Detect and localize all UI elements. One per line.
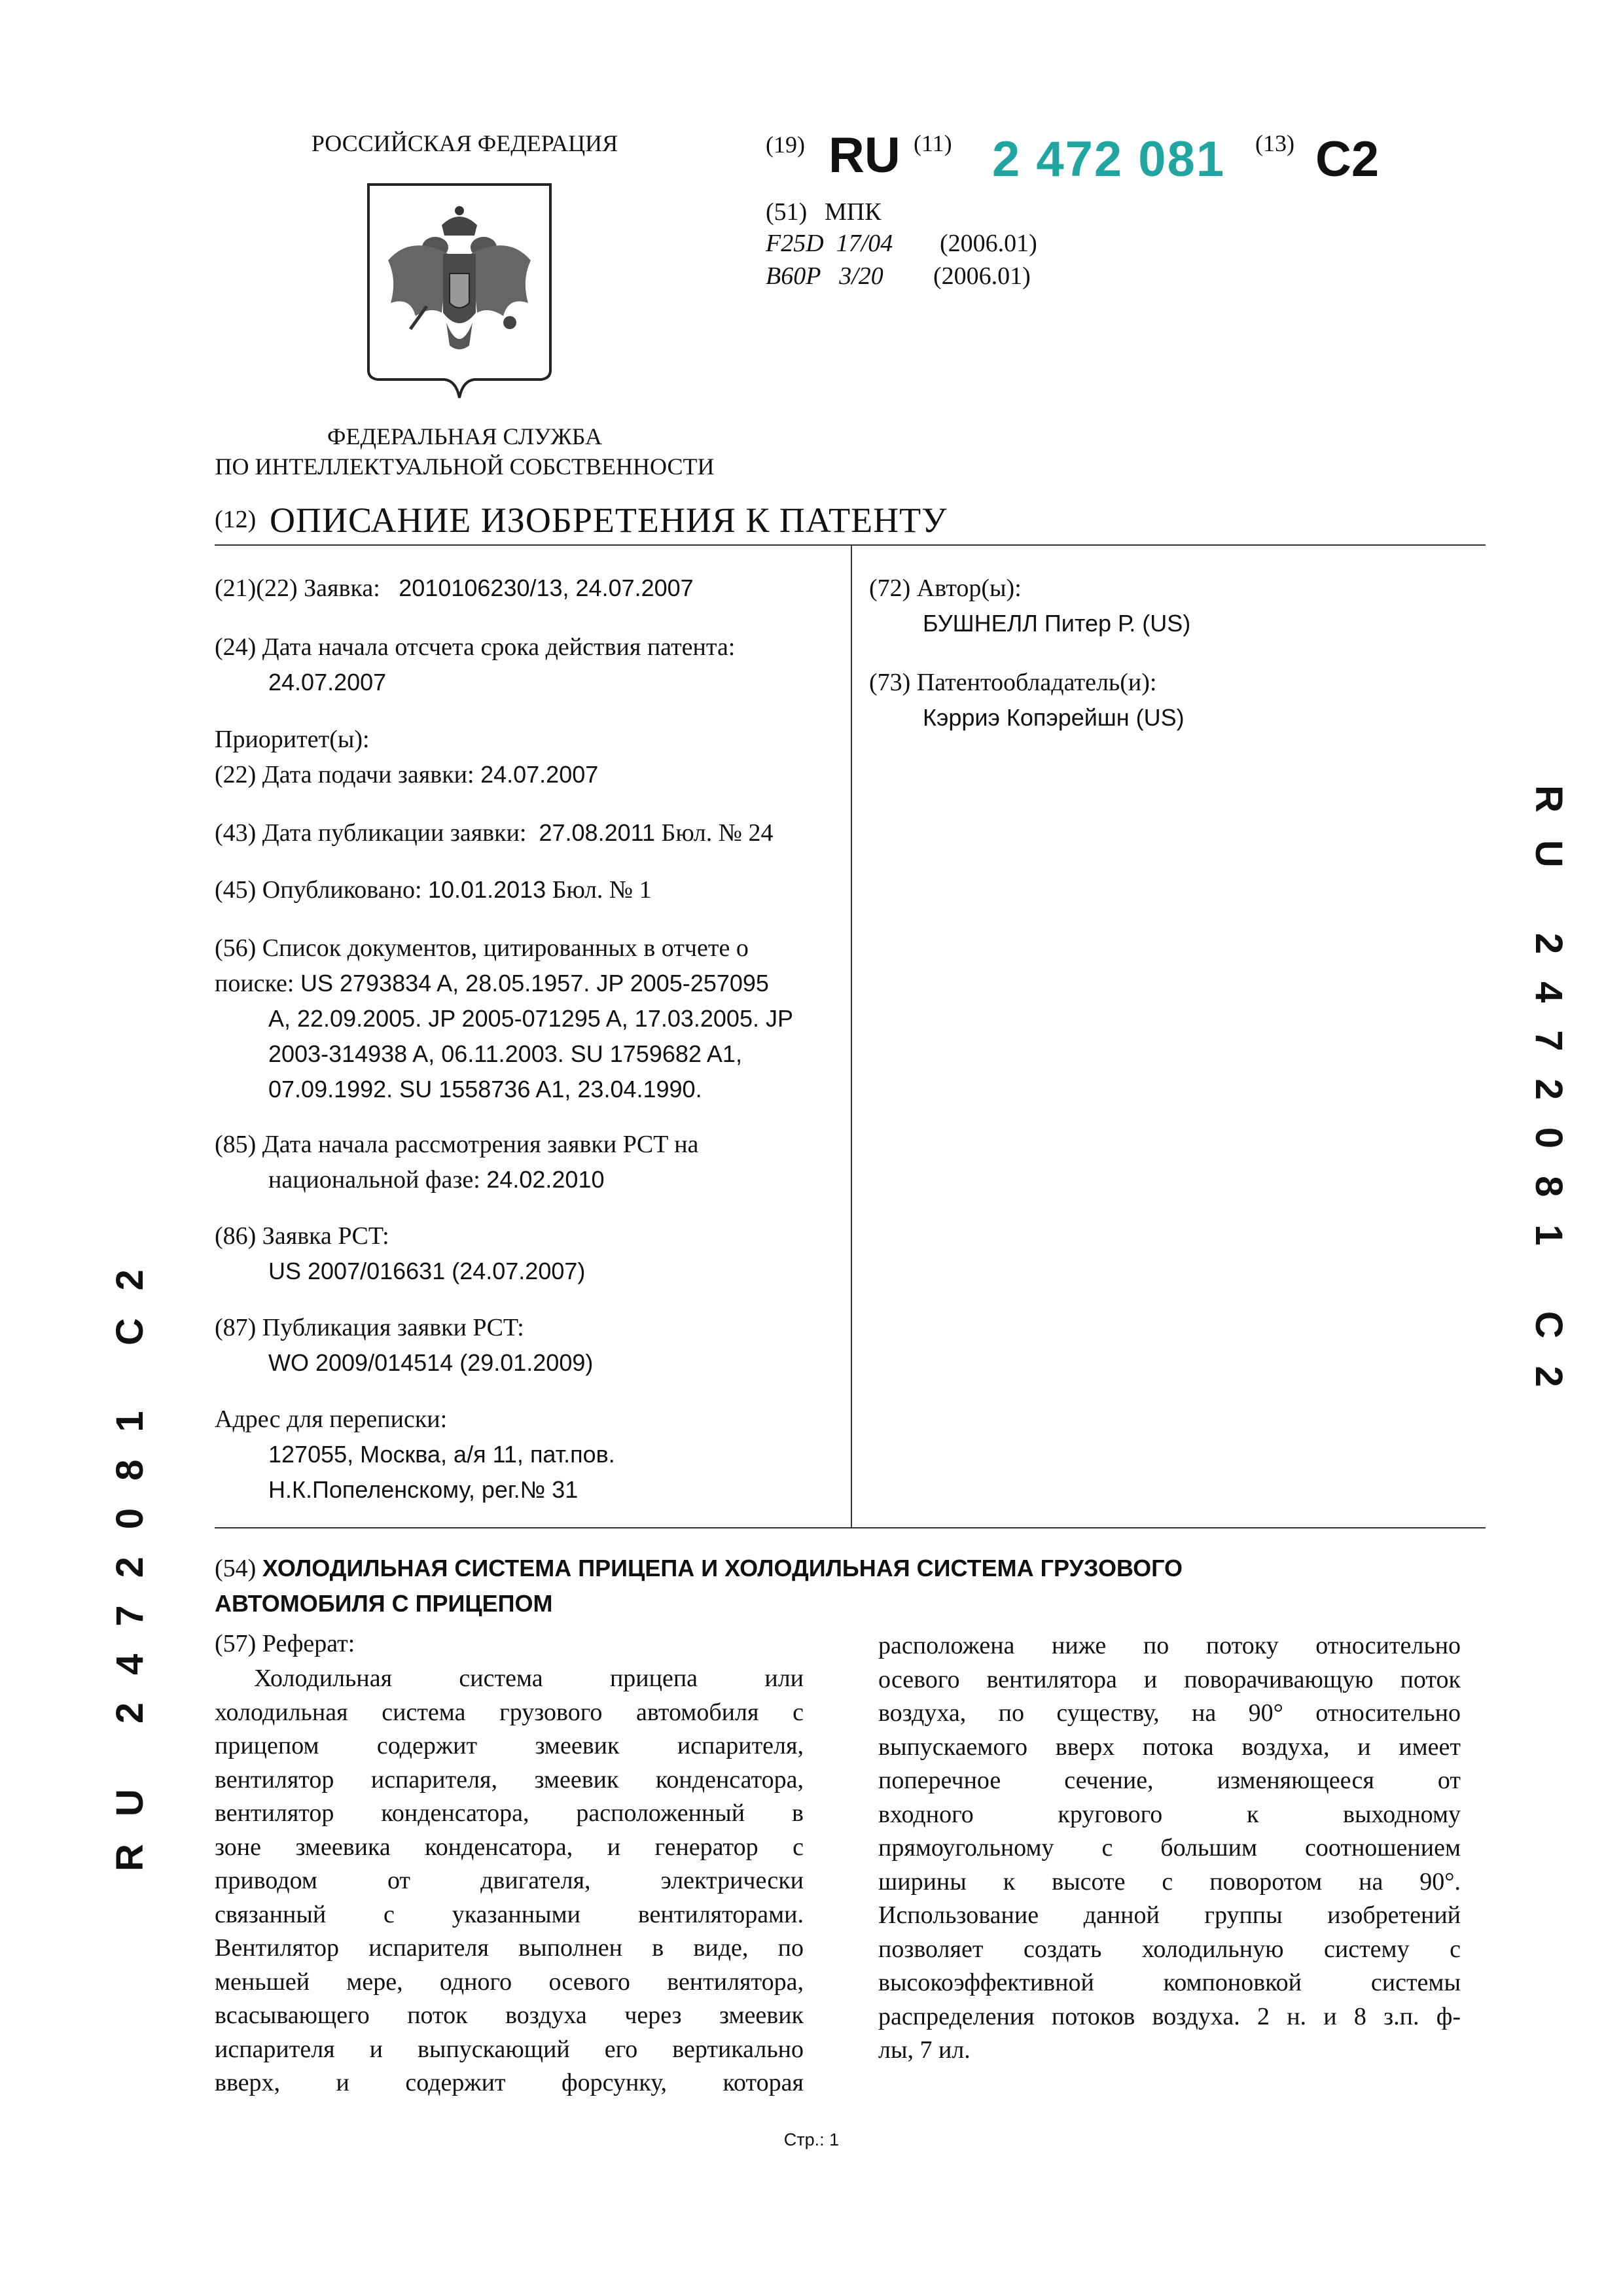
abstract-line: поперечное сечение, изменяющееся от xyxy=(878,1767,1461,1794)
priority-label: Приоритет(ы): xyxy=(215,726,370,753)
correspondence-address: Адрес для переписки: 127055, Москва, а/я 11, пат.пов. Н.К.Попеленскому, рег.№ 31 xyxy=(215,1405,615,1503)
agency-name-line2: ПО ИНТЕЛЛЕКТУАЛЬНОЙ СОБСТВЕННОСТИ xyxy=(215,453,715,480)
field-24: (24) Дата начала отсчета срока действия патента: 24.07.2007 xyxy=(215,633,736,696)
abstract-line: испарителя и выпускающий его вертикально xyxy=(215,2035,804,2063)
abstract-line: воздуха, по существу, на 90° относительно xyxy=(878,1699,1461,1727)
page-number: Стр.: 1 xyxy=(783,2130,840,2149)
side-code-left: RU 2472081 C2 xyxy=(109,1242,151,1871)
abstract-left-column xyxy=(215,1662,804,2100)
abstract-line: приводом от двигателя, электрически xyxy=(215,1867,804,1894)
field-72: (72) Автор(ы): БУШНЕЛЛ Питер Р. (US) xyxy=(869,574,1191,637)
field-56: (56) Список документов, цитированных в отчете о поиске: US 2793834 A, 28.05.1957. JP 2005-257095 A, 22.09.2005. JP 2005-071295 A, 17.03.2005. JP 2003-314938 A, 06.11.2003. SU 1759682 A1, 07.09.1992. SU 1558736 A1, 23.04.1990. xyxy=(215,934,793,1103)
document-title: ОПИСАНИЕ ИЗОБРЕТЕНИЯ К ПАТЕНТУ xyxy=(270,501,948,540)
field-43: (43) Дата публикации заявки: 27.08.2011 Бюл. № 24 xyxy=(215,819,774,847)
abstract-line: выпускаемого вверх потока воздуха, и имеет xyxy=(878,1733,1461,1761)
abstract-line: высокоэффективной компоновкой системы xyxy=(878,1969,1461,1996)
abstract-line: Холодильная система прицепа или xyxy=(254,1665,804,1692)
abstract-right-column xyxy=(878,1629,1461,2068)
field-85: (85) Дата начала рассмотрения заявки PCT на национальной фазе: 24.02.2010 xyxy=(215,1131,699,1193)
inid-code-11: (11) xyxy=(914,130,952,156)
country-code-ru: RU xyxy=(829,128,901,183)
inid-code-12: (12) xyxy=(215,506,257,533)
field-21-22: (21)(22) Заявка: 2010106230/13, 24.07.2007 xyxy=(215,574,694,602)
abstract-line: вверх, и содержит форсунку, которая xyxy=(215,2069,804,2096)
abstract-line: вентилятор конденсатора, расположенный в xyxy=(215,1799,804,1827)
field-86: (86) Заявка PCT: US 2007/016631 (24.07.2007) xyxy=(215,1222,586,1284)
abstract-line: зоне змеевика конденсатора, и генератор с xyxy=(215,1833,804,1861)
mpk-label: МПК xyxy=(825,198,882,226)
abstract-line: ширины к высоте с поворотом на 90°. xyxy=(878,1867,1461,1896)
abstract-line: всасывающего поток воздуха через змеевик xyxy=(215,2002,804,2029)
invention-title: (54) ХОЛОДИЛЬНАЯ СИСТЕМА ПРИЦЕПА И ХОЛОДИЛЬНАЯ СИСТЕМА ГРУЗОВОГО АВТОМОБИЛЯ С ПРИЦЕПОМ xyxy=(215,1555,1183,1617)
abstract-line: прямоугольному с большим соотношением xyxy=(878,1834,1461,1862)
abstract-label: (57) Реферат: xyxy=(215,1630,355,1657)
abstract-line: Вентилятор испарителя выполнен в виде, по xyxy=(215,1934,804,1962)
field-73: (73) Патентообладатель(и): Кэрриэ Копэрейшн (US) xyxy=(869,669,1185,731)
ipc-version-2: (2006.01) xyxy=(933,262,1031,290)
column-divider xyxy=(851,546,852,1527)
abstract-line: холодильная система грузового автомобиля с xyxy=(215,1698,804,1726)
agency-name-line1: ФЕДЕРАЛЬНАЯ СЛУЖБА xyxy=(327,423,602,450)
field-22: (22) Дата подачи заявки: 24.07.2007 xyxy=(215,761,599,788)
ipc-class-2: B60P 3/20 xyxy=(766,262,883,290)
abstract-line: Использование данной группы изобретений xyxy=(878,1901,1461,1929)
abstract-line: расположена ниже по потоку относительно xyxy=(878,1632,1461,1659)
side-code-right: RU 2472081 C2 xyxy=(1527,785,1570,1415)
russian-coat-of-arms-icon xyxy=(365,182,554,411)
inid-code-19: (19) xyxy=(766,132,805,158)
abstract-line: лы, 7 ил. xyxy=(878,2036,971,2064)
field-87: (87) Публикация заявки PCT: WO 2009/014514 (29.01.2009) xyxy=(215,1314,594,1376)
abstract-line: позволяет создать холодильную систему с xyxy=(878,1935,1461,1963)
abstract-line: осевого вентилятора и поворачивающую поток xyxy=(878,1665,1461,1693)
country-name: РОССИЙСКАЯ ФЕДЕРАЦИЯ xyxy=(311,130,618,156)
abstract-line: прицепом содержит змеевик испарителя, xyxy=(215,1732,804,1759)
title-rule xyxy=(215,544,1486,546)
abstract-line: распределения потоков воздуха. 2 н. и 8 з.п. ф- xyxy=(878,2002,1461,2030)
field-45: (45) Опубликовано: 10.01.2013 Бюл. № 1 xyxy=(215,876,652,904)
ipc-class-1: F25D 17/04 xyxy=(766,230,893,257)
abstract-line: меньшей мере, одного осевого вентилятора, xyxy=(215,1968,804,1996)
kind-code: C2 xyxy=(1315,132,1380,187)
inid-code-13: (13) xyxy=(1255,130,1294,156)
abstract-line: входного кругового к выходному xyxy=(878,1800,1461,1828)
inid-code-51: (51) xyxy=(766,198,808,226)
patent-number: 2 472 081 xyxy=(992,132,1226,187)
ipc-version-1: (2006.01) xyxy=(940,230,1037,257)
section-rule xyxy=(215,1527,1486,1528)
abstract-line: связанный с указанными вентиляторами. xyxy=(215,1900,804,1928)
abstract-line: вентилятор испарителя, змеевик конденсатора, xyxy=(215,1765,804,1793)
